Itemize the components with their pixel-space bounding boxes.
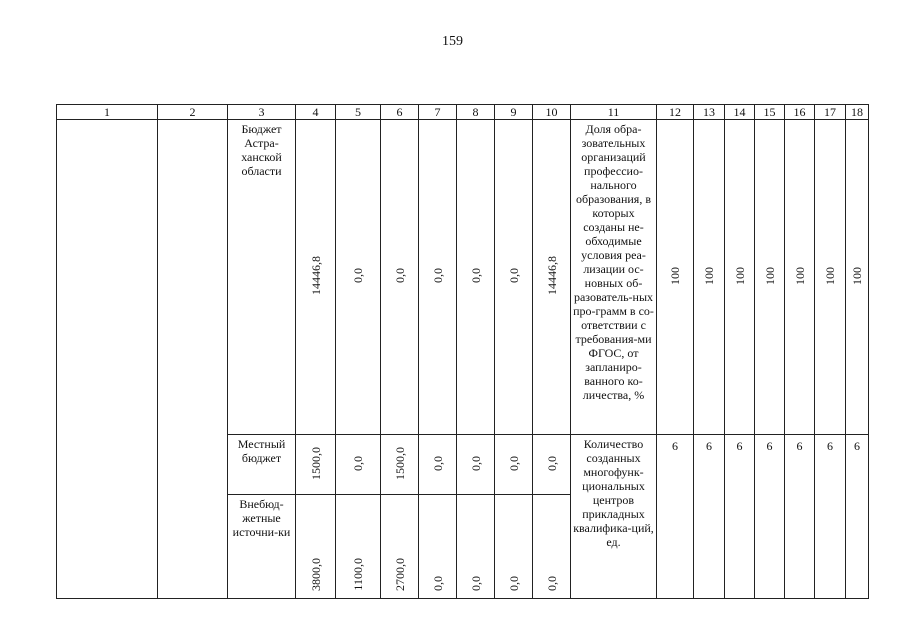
target-cell — [657, 120, 694, 435]
target-cell: 6 — [785, 435, 815, 599]
target-cell — [755, 120, 785, 435]
target-cell: 6 — [694, 435, 725, 599]
column-header: 15 — [755, 105, 785, 120]
funding-source-cell: Внебюд-жетные источни-ки — [228, 495, 296, 599]
value-cell — [419, 435, 457, 495]
value-cell — [419, 120, 457, 435]
value-cell — [336, 120, 381, 435]
value-cell — [381, 435, 419, 495]
value-cell — [381, 120, 419, 435]
target-cell: 6 — [846, 435, 869, 599]
column-header: 4 — [296, 105, 336, 120]
target-cell: 6 — [725, 435, 755, 599]
column-header: 1 — [57, 105, 158, 120]
target-text: 100 — [702, 266, 716, 285]
value-text: 2700,0 — [392, 558, 407, 591]
value-cell — [296, 120, 336, 435]
value-cell — [457, 495, 495, 599]
value-text: 0,0 — [468, 268, 483, 283]
indicator-cell: Доля обра-зовательных организаций профессио-нального образования, в которых созданы не-обходимые условия реа-лизации ос-новных об-разователь-ных про-грамм в со-ответствии с требования-ми ФГОС, от запланиро-ванного ко-личества, % — [571, 120, 657, 435]
target-cell — [846, 120, 869, 435]
value-text: 0,0 — [430, 268, 445, 283]
value-cell — [495, 435, 533, 495]
value-cell — [533, 120, 571, 435]
value-cell — [381, 495, 419, 599]
value-text: 0,0 — [430, 576, 445, 591]
value-cell — [336, 495, 381, 599]
target-cell — [694, 120, 725, 435]
value-text: 1500,0 — [308, 446, 323, 480]
target-text: 100 — [850, 266, 864, 285]
target-cell: 6 — [657, 435, 694, 599]
value-cell — [296, 435, 336, 495]
column-header: 11 — [571, 105, 657, 120]
column-header: 2 — [158, 105, 228, 120]
column-header: 10 — [533, 105, 571, 120]
value-text: 0,0 — [544, 455, 559, 471]
value-text: 3800,0 — [308, 558, 323, 591]
value-text: 0,0 — [506, 576, 521, 591]
target-text: 100 — [823, 266, 837, 285]
page-number: 159 — [442, 34, 463, 49]
value-text: 0,0 — [544, 576, 559, 591]
value-cell — [533, 435, 571, 495]
value-text: 0,0 — [351, 455, 365, 471]
value-text: 0,0 — [351, 268, 365, 283]
value-text: 0,0 — [392, 268, 407, 283]
target-text: 100 — [762, 266, 777, 285]
column-header: 9 — [495, 105, 533, 120]
value-cell — [533, 495, 571, 599]
value-text: 14446,8 — [308, 256, 323, 295]
column-header: 3 — [228, 105, 296, 120]
column-header: 14 — [725, 105, 755, 120]
value-cell — [457, 120, 495, 435]
indicator-cell: Количество созданных многофунк-циональных центров прикладных квалифика-ций, ед. — [571, 435, 657, 599]
value-cell — [336, 435, 381, 495]
target-text: 100 — [792, 266, 807, 285]
column-header: 8 — [457, 105, 495, 120]
target-cell: 6 — [755, 435, 785, 599]
table-row — [57, 120, 869, 435]
value-text: 1500,0 — [392, 446, 407, 480]
value-cell — [296, 495, 336, 599]
data-table — [56, 104, 869, 599]
target-text: 100 — [668, 266, 682, 285]
value-cell — [419, 495, 457, 599]
column-header: 5 — [336, 105, 381, 120]
value-text: 1100,0 — [351, 558, 365, 591]
value-cell — [495, 495, 533, 599]
column-header: 17 — [815, 105, 846, 120]
target-cell: 6 — [815, 435, 846, 599]
value-cell — [495, 120, 533, 435]
target-cell — [815, 120, 846, 435]
value-text: 14446,8 — [544, 256, 559, 295]
header-row — [57, 105, 869, 120]
value-cell — [457, 435, 495, 495]
column-header: 12 — [657, 105, 694, 120]
value-text: 0,0 — [430, 455, 445, 471]
target-cell — [785, 120, 815, 435]
value-text: 0,0 — [506, 268, 521, 283]
value-text: 0,0 — [468, 576, 483, 591]
column-header: 16 — [785, 105, 815, 120]
target-text: 100 — [732, 266, 747, 285]
column-header: 18 — [846, 105, 869, 120]
funding-source-cell: Местный бюджет — [228, 435, 296, 495]
value-text: 0,0 — [506, 455, 521, 471]
column-header: 7 — [419, 105, 457, 120]
column-header: 6 — [381, 105, 419, 120]
table-cell-empty — [158, 120, 228, 599]
target-cell — [725, 120, 755, 435]
table-cell-empty — [57, 120, 158, 599]
value-text: 0,0 — [468, 455, 483, 471]
funding-source-cell: Бюджет Астра-ханской области — [228, 120, 296, 435]
column-header: 13 — [694, 105, 725, 120]
